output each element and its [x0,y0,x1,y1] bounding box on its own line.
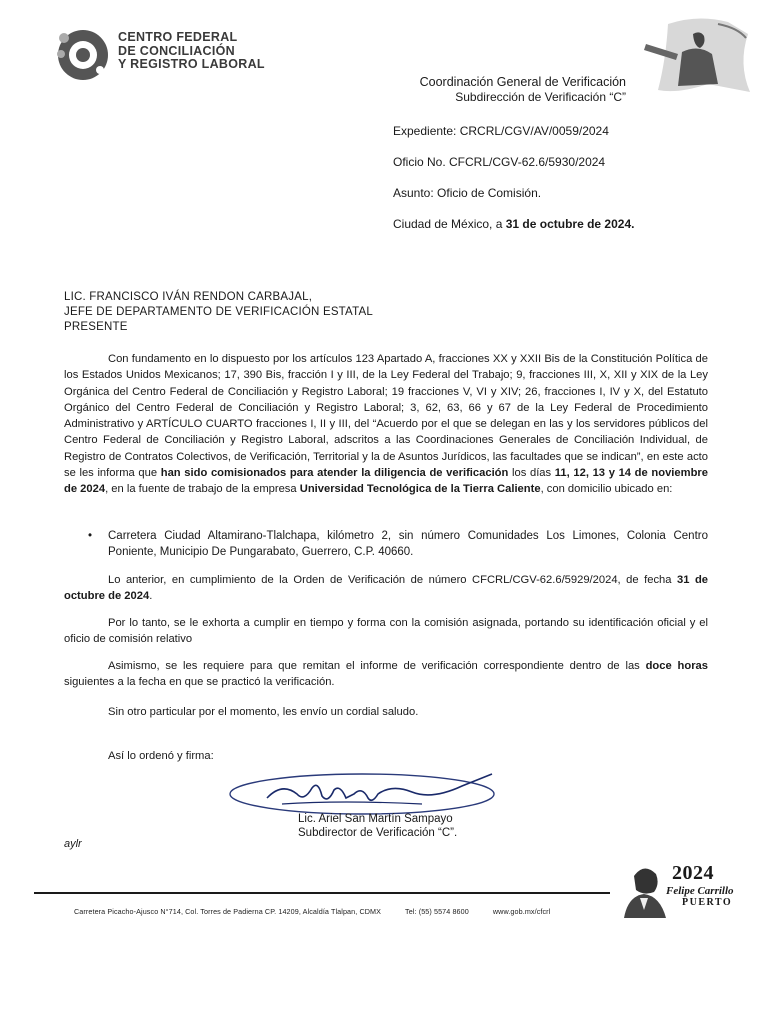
p4-text-c: siguientes a la fecha en que se practicó la verificación. [64,676,335,689]
p1-text-b: han sido comisionados para atender la diligencia de verificación [160,467,509,480]
expediente-line [393,124,609,138]
oficio-line [393,155,605,169]
addressee-block [64,290,373,335]
signer-name: Lic. Ariel San Martín Sampayo [298,813,453,825]
date-value: 31 de octubre de 2024. [505,217,635,231]
portrait-icon [618,858,670,920]
org-line-2: DE CONCILIACIÓN [118,43,235,58]
oficio-value: CFCRL/CGV-62.6/5930/2024 [449,155,606,169]
organization-name [118,31,265,72]
p1-text-g: , con domicilio ubicado en: [540,483,673,496]
address-bullet [88,528,708,561]
commemorative-badge [618,858,746,920]
paragraph-signature-intro [64,748,708,764]
typist-initials: aylr [64,838,82,850]
p1-text-a: Con fundamento en lo dispuesto por los artículos 123 Apartado A, fracciones XX y XXII Bis de la Constitución Política de los Estados Unidos Mexicanos; 17, 390 Bis, fracción I y III, de la Ley Federal del Trabajo; 9, fracciones III, X, XII y XIX de la Ley Orgánica del Centro Federal de Conciliación y Registro Laboral; 19 fracciones V, VI y XIV; 26, fracciones I, IV y X, del Estatuto Orgánico del Centro Federal de Conciliación y Registro Laboral; 3, 62, 63, 66 y 67 de la Ley Federal de Procedimiento Administrativo y ARTÍCULO CUARTO fracciones I, II y III, del “Acuerdo por el que se delegan en las y los servidores públicos del Centro Federal de Conciliación y Registro Laboral, adscritos a las Coordinaciones Generales de Conciliación Individual, de Registro de Contratos Colectivos, de Verificación, Territorial y la de Asuntos Jurídicos, las facultades que se indican”, en este acto se les informa que [64,353,708,480]
p1-text-e: , en la fuente de trabajo de la empresa [105,483,300,496]
p5-text: Sin otro particular por el momento, les envío un cordial saludo. [108,706,419,718]
p1-company: Universidad Tecnológica de la Tierra Caliente [299,483,541,496]
issuing-office [380,75,626,105]
bullet-marker: • [88,530,93,542]
signer-block [298,812,457,840]
addressee-position: JEFE DE DEPARTAMENTO DE VERIFICACIÓN ESTATAL [64,306,373,318]
p4-text-a: Asimismo, se les requiere para que remitan el informe de verificación correspondiente dentro de las [108,660,646,672]
org-line-3: Y REGISTRO LABORAL [118,57,265,71]
workplace-address: Carretera Ciudad Altamirano-Tlalchapa, kilómetro 2, sin número Comunidades Los Limones, Colonia Centro Poniente, Municipio De Pungarabato, Guerrero, C.P. 40660. [108,530,708,559]
letter-body [64,351,708,498]
paragraph-exhortation [64,615,708,648]
badge-place: PUERTO [682,897,733,908]
paragraph-closing [64,704,708,720]
asunto-value: Oficio de Comisión. [437,186,542,200]
p2-text-a: Lo anterior, en cumplimiento de la Orden de Verificación de número CFCRL/CGV-62.6/5929/2024, de fecha [108,574,677,586]
footer [74,907,574,916]
oficio-label: Oficio No. [393,155,450,169]
date-label: Ciudad de México, a [393,217,506,231]
p3-text: Por lo tanto, se le exhorta a cumplir en tiempo y forma con la comisión asignada, portando su identificación oficial y el oficio de comisión relativo [64,617,708,646]
footer-address: Carretera Picacho-Ajusco N°714, Col. Torres de Padierna CP. 14209, Alcaldía Tlalpan, CDMX [74,907,382,916]
cfcrl-logo-icon [56,28,110,82]
addressee-presente: PRESENTE [64,321,128,333]
p4-deadline: doce horas [645,660,708,672]
asunto-label: Asunto: [393,186,438,200]
signer-title: Subdirector de Verificación “C”. [298,827,458,839]
p1-dates: 11, 12, 13 y 14 de noviembre de 2024 [64,467,708,496]
date-line [393,217,634,231]
p2-date: 31 de octubre de 2024 [64,574,709,603]
p6-text: Así lo ordenó y firma: [108,750,214,762]
paragraph-order-reference [64,572,708,605]
national-emblem-icon [638,14,756,98]
badge-name: Felipe Carrillo [666,885,734,897]
paragraph-legal-basis [64,351,708,498]
expediente-value: CRCRL/CGV/AV/0059/2024 [459,124,609,138]
footer-phone: Tel: (55) 5574 8600 [405,907,469,916]
coordination-title: Coordinación General de Verificación [419,75,626,89]
paragraph-report-request [64,658,708,691]
p2-text-c: . [149,590,153,603]
org-line-1: CENTRO FEDERAL [118,30,238,44]
p1-text-c: los días [508,467,555,480]
badge-year: 2024 [672,862,714,884]
addressee-name: LIC. FRANCISCO IVÁN RENDON CARBAJAL, [64,291,313,303]
asunto-line [393,186,541,200]
expediente-label: Expediente: [393,124,460,138]
subdirection-title: Subdirección de Verificación “C” [455,90,626,104]
footer-divider [34,892,610,894]
footer-web: www.gob.mx/cfcrl [492,907,551,916]
